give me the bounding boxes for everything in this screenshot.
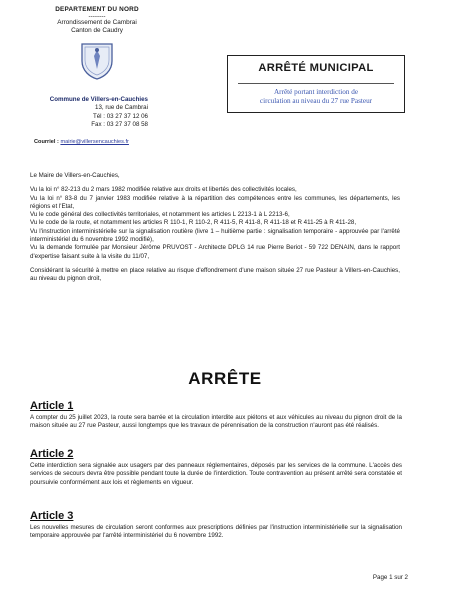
article-2: [30, 448, 402, 487]
subtitle-line-1: Arrêté portant interdiction de: [273, 88, 359, 96]
courriel-line: [34, 139, 129, 145]
arrondissement: Arrondissement de Cambrai: [57, 19, 137, 26]
department-name: DEPARTEMENT DU NORD: [55, 6, 139, 13]
article-title: Article 2: [30, 448, 74, 460]
commune-contact: [30, 96, 148, 130]
intro-line: Le Maire de Villers-en-Cauchies,: [30, 172, 120, 179]
commune-name: Commune de Villers-en-Cauchies: [49, 96, 148, 103]
title-box: [227, 55, 405, 113]
considerant: Considérant la sécurité à mettre en place relative au risque d'effondrement d'une maison située 27 rue Pasteur à Villers-en-Cauchies, au niveau du pignon droit,: [30, 266, 400, 283]
article-text: A compter du 25 juillet 2023, la route sera barrée et la circulation interdite aux piétons et aux véhicules au niveau du pignon droit de la maison située au 27 rue Pasteur, aussi longtemps que les travaux de pérennisation de la construction n'auront pas été réalisés.: [30, 414, 402, 430]
preamble: [30, 172, 400, 284]
commune-address: 13, rue de Cambrai: [95, 104, 148, 112]
separator-dashes: --------: [88, 13, 106, 20]
title-divider: [238, 83, 394, 84]
vu-item: Vu la demande formulée par Monsieur Jérôme PRUVOST - Architecte DPLG 14 rue Pierre Beriot - 59 722 DENAIN, dans le rapport d'expertise faisant suite à la visite du 11/07,: [30, 244, 400, 260]
courriel-label: Courriel :: [34, 139, 59, 145]
subtitle-line-2: circulation au niveau du 27 rue Pasteur: [259, 97, 373, 105]
article-title: Article 1: [30, 400, 74, 412]
canton: Canton de Caudry: [71, 27, 123, 34]
arrete-heading: ARRÊTE: [188, 369, 262, 388]
article-text: Les nouvelles mesures de circulation seront conformes aux prescriptions définies par l'instruction interministérielle sur la signalisation temporaire approuvée par l'arrêté interministériel du 6 novembre 1992.: [30, 524, 402, 540]
article-text: Cette interdiction sera signalée aux usagers par des panneaux réglementaires, déposés par les services de la commune. L'accès des services de secours devra être possible pendant toute la durée de l'interdiction. Toute contravention au présent arrêté sera constatée et poursuivie conformément aux lois et règlements en vigueur.: [30, 462, 402, 486]
commune-tel: Tél : 03 27 37 12 06: [92, 112, 148, 120]
vu-item: Vu le code général des collectivités territoriales, et notamment les articles L 2213-1 à L 2213-6,: [30, 211, 290, 219]
document-title: ARRÊTÉ MUNICIPAL: [258, 62, 374, 74]
article-1: [30, 400, 402, 431]
commune-fax: Fax : 03 27 37 08 58: [91, 121, 148, 129]
document-subtitle: [234, 88, 398, 106]
vu-item: Vu l'instruction interministérielle sur la signalisation routière (livre 1 – huitième partie : signalisation temporaire - approuvée par l'arrêté interministériel du 6 novembre 1992 modifié),: [30, 227, 400, 244]
letterhead: [22, 6, 172, 85]
vu-item: Vu la loi n° 82-213 du 2 mars 1982 modifiée relative aux droits et libertés des collectivités locales,: [30, 186, 297, 194]
vu-item: Vu le code de la route, et notamment les articles R 110-1, R 110-2, R 411-5, R 411-8, R 411-18 et R 411-25 à R 411-28,: [30, 219, 357, 227]
courriel-link[interactable]: mairie@villersencauchies.fr: [60, 139, 129, 145]
article-title: Article 3: [30, 510, 74, 522]
vu-item: Vu la loi n° 83-8 du 7 janvier 1983 modifiée relative à la répartition des compétences entre les communes, les départements, les régions et l'Etat,: [30, 194, 400, 210]
coat-of-arms-icon: [79, 41, 115, 81]
article-3: [30, 510, 402, 541]
page-number: Page 1 sur 2: [372, 574, 408, 581]
